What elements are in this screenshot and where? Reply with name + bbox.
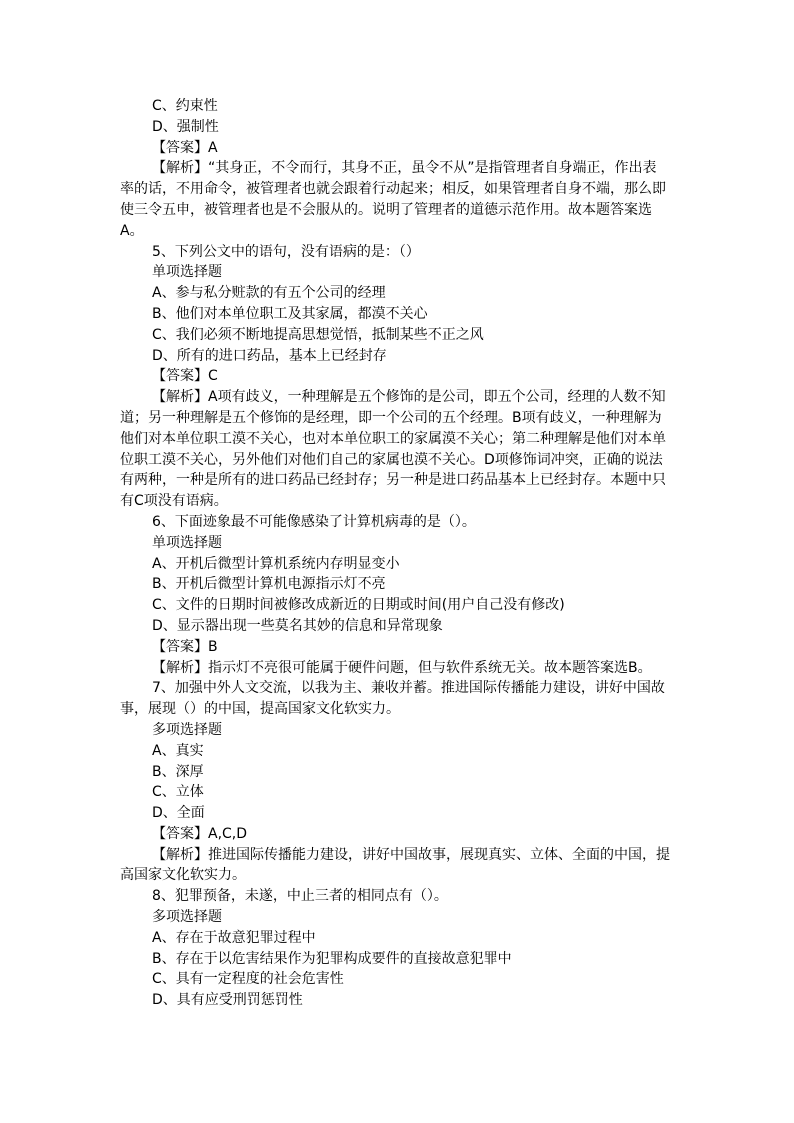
answer-paragraph xyxy=(120,138,680,159)
option-line: B、存在于以危害结果作为犯罪构成要件的直接故意犯罪中 xyxy=(152,950,512,967)
option-paragraph xyxy=(120,990,680,1011)
option-paragraph xyxy=(120,928,680,949)
question-paragraph xyxy=(120,678,680,720)
analysis-line: A。 xyxy=(120,222,144,239)
answer-line: 【答案】A xyxy=(152,139,218,156)
answer-line: 【答案】C xyxy=(152,368,218,385)
option-line: B、开机后微型计算机电源指示灯不亮 xyxy=(152,576,386,593)
question-line: 8、犯罪预备，未遂，中止三者的相同点有（）。 xyxy=(152,888,448,905)
question-paragraph xyxy=(120,242,680,263)
option-line: D、强制性 xyxy=(152,118,219,135)
option-paragraph xyxy=(120,595,680,616)
qtype-line: 单项选择题 xyxy=(152,534,222,551)
answer-paragraph xyxy=(120,366,680,387)
qtype-paragraph xyxy=(120,720,680,741)
answer-paragraph xyxy=(120,824,680,845)
answer-paragraph xyxy=(120,637,680,658)
option-line: B、深厚 xyxy=(152,763,204,780)
question-paragraph xyxy=(120,886,680,907)
analysis-line: 高国家文化软实力。 xyxy=(120,867,246,884)
analysis-line: 【解析】指示灯不亮很可能属于硬件问题，但与软件系统无关。故本题答案选B。 xyxy=(152,659,652,676)
analysis-line: 有两种，一种是所有的进口药品已经封存；另一种是进口药品基本上已经封存。本题中只 xyxy=(120,472,666,489)
analysis-paragraph xyxy=(120,158,680,241)
analysis-line: 率的话，不用命令，被管理者也就会跟着行动起来；相反，如果管理者自身不端，那么即 xyxy=(120,181,666,198)
option-line: A、真实 xyxy=(152,742,204,759)
analysis-line: 【解析】“其身正，不令而行，其身不正，虽令不从”是指管理者自身端正，作出表 xyxy=(152,160,657,177)
option-paragraph xyxy=(120,949,680,970)
analysis-paragraph xyxy=(120,387,680,512)
question-line: 7、加强中外人文交流，以我为主、兼收并蓄。推进国际传播能力建设，讲好中国故 xyxy=(152,680,665,697)
option-paragraph xyxy=(120,304,680,325)
option-paragraph xyxy=(120,616,680,637)
option-line: D、全面 xyxy=(152,805,205,822)
analysis-line: 使三令五申，被管理者也是不会服从的。说明了管理者的道德示范作用。故本题答案选 xyxy=(120,201,652,218)
option-line: C、具有一定程度的社会危害性 xyxy=(152,971,344,988)
option-line: B、他们对本单位职工及其家属，都漠不关心 xyxy=(152,305,428,322)
qtype-line: 多项选择题 xyxy=(152,909,222,926)
option-paragraph xyxy=(120,803,680,824)
option-paragraph xyxy=(120,283,680,304)
analysis-line: 道；另一种理解是五个修饰的是经理，即一个公司的五个经理。B项有歧义，一种理解为 xyxy=(120,409,662,426)
option-paragraph xyxy=(120,96,680,117)
qtype-line: 单项选择题 xyxy=(152,264,222,281)
question-line: 事，展现（）的中国，提高国家文化软实力。 xyxy=(120,701,400,718)
analysis-line: 【解析】A项有歧义，一种理解是五个修饰的是公司，即五个公司，经理的人数不知 xyxy=(152,389,666,406)
analysis-line: 位职工漠不关心，另外他们对他们自己的家属也漠不关心。D项修饰词冲突，正确的说法 xyxy=(120,451,663,468)
analysis-line: 【解析】推进国际传播能力建设，讲好中国故事，展现真实、立体、全面的中国，提 xyxy=(152,846,670,863)
option-line: C、约束性 xyxy=(152,98,218,114)
qtype-line: 多项选择题 xyxy=(152,721,222,738)
analysis-paragraph xyxy=(120,658,680,679)
option-paragraph xyxy=(120,782,680,803)
document-body xyxy=(120,96,680,1011)
option-line: D、具有应受刑罚惩罚性 xyxy=(152,992,303,1009)
analysis-line: 他们对本单位职工漠不关心，也对本单位职工的家属漠不关心；第二种理解是他们对本单 xyxy=(120,430,666,447)
option-line: D、显示器出现一些莫名其妙的信息和异常现象 xyxy=(152,617,443,634)
option-paragraph xyxy=(120,574,680,595)
option-line: C、立体 xyxy=(152,784,204,801)
option-paragraph xyxy=(120,554,680,575)
answer-line: 【答案】B xyxy=(152,638,218,655)
analysis-line: 有C项没有语病。 xyxy=(120,493,228,510)
question-line: 6、下面迹象最不可能像感染了计算机病毒的是（）。 xyxy=(152,513,476,530)
question-paragraph xyxy=(120,512,680,533)
option-line: A、参与私分赃款的有五个公司的经理 xyxy=(152,285,386,302)
option-line: D、所有的进口药品，基本上已经封存 xyxy=(152,347,387,364)
option-line: A、存在于故意犯罪过程中 xyxy=(152,929,316,946)
option-paragraph xyxy=(120,325,680,346)
qtype-paragraph xyxy=(120,262,680,283)
option-paragraph xyxy=(120,762,680,783)
option-line: A、开机后微型计算机系统内存明显变小 xyxy=(152,555,400,572)
option-paragraph xyxy=(120,741,680,762)
answer-line: 【答案】A,C,D xyxy=(152,825,248,842)
option-line: C、我们必须不断地提高思想觉悟，抵制某些不正之风 xyxy=(152,326,484,343)
qtype-paragraph xyxy=(120,907,680,928)
analysis-paragraph xyxy=(120,845,680,887)
option-paragraph xyxy=(120,117,680,138)
question-line: 5、下列公文中的语句，没有语病的是：（） xyxy=(152,243,420,260)
option-line: C、文件的日期时间被修改成新近的日期或时间(用户自己没有修改) xyxy=(152,597,565,614)
qtype-paragraph xyxy=(120,533,680,554)
option-paragraph xyxy=(120,346,680,367)
option-paragraph xyxy=(120,969,680,990)
